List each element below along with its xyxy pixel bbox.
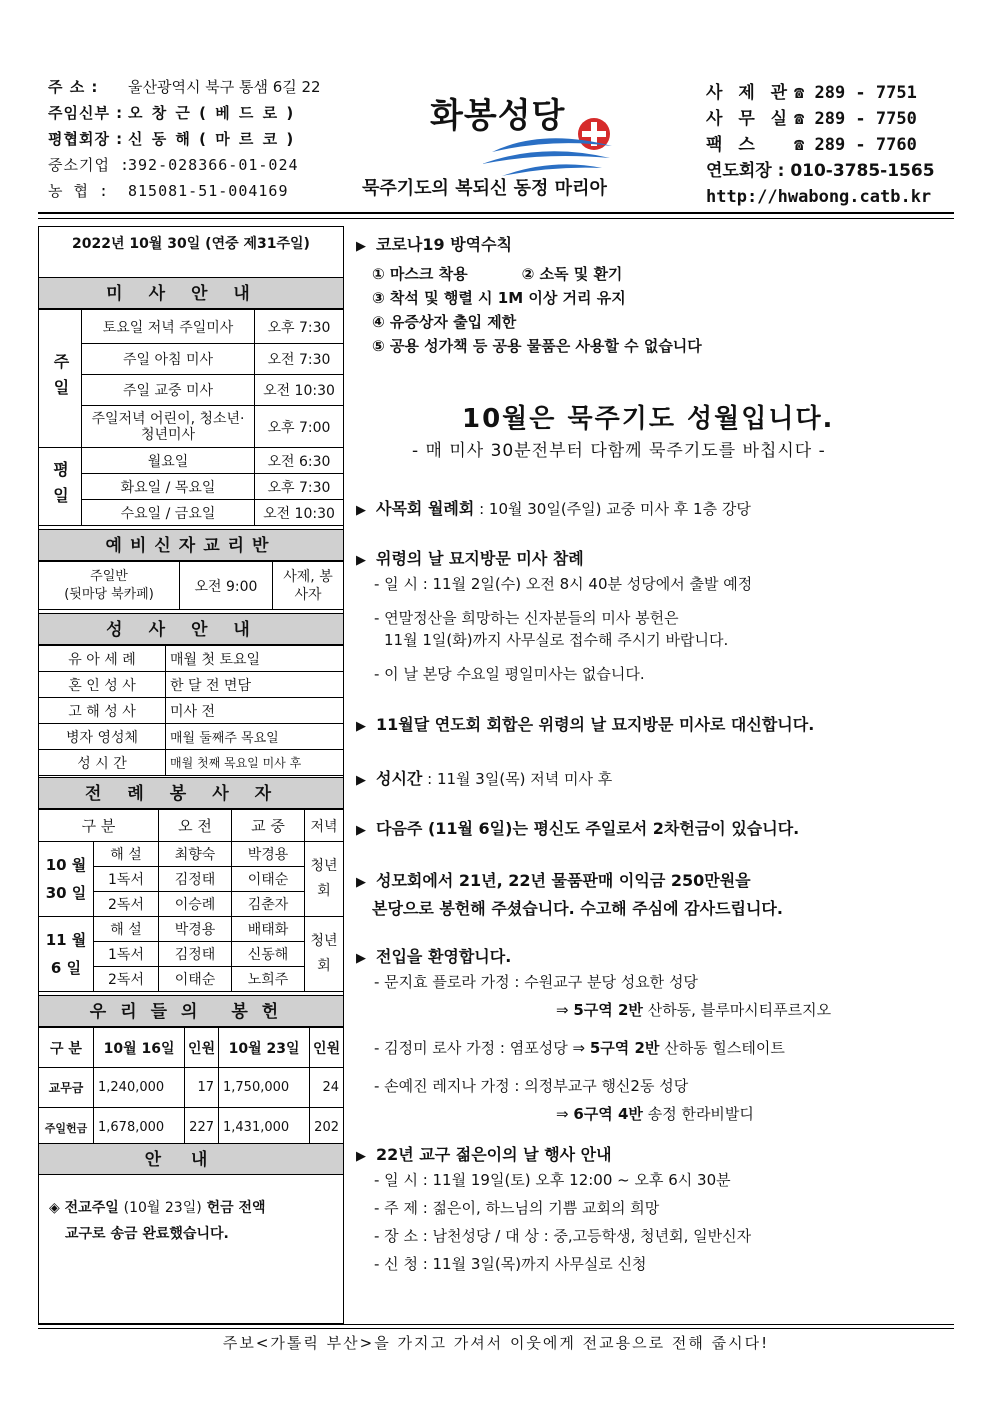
bank-account-1: 중소기업 : 392-028366-01-024 [48, 156, 299, 174]
church-logo-icon [482, 118, 622, 178]
youth-day-title: ▶ 22년 교구 젊은이의 날 행사 안내 [356, 1142, 612, 1165]
divider [38, 1328, 954, 1329]
rectory-phone-row: 사 제 관 ☎ 289 - 7751 [706, 83, 917, 103]
sunday-label: 주일 [39, 310, 82, 448]
address: 울산광역시 북구 통샘 6길 22 [128, 78, 321, 96]
header-info [48, 74, 348, 204]
servers-table: 구 분 오 전 교 중 저녁 10 월 30 일 해 설 최향숙 박경용 청년회 1독서 김정태 이태순 2독서 이승례 김춘자 11 월 6 일 해 설 박경용 배태화 청년회 1독서 김정태 신동해 2독서 이태순 노희주 [39, 809, 343, 992]
notice-heading: 안내 [39, 1143, 343, 1175]
council-meeting: ▶ 사목회 월례회 : 10월 30일(주일) 교중 미사 후 1층 강당 [356, 496, 751, 519]
offering-table: 구 분 10월 16일 인원 10월 23일 인원 교무금 1,240,000 17 1,750,000 24 주일헌금 1,678,000 227 1,431,000 202 [39, 1027, 343, 1148]
sacrament-table: 유 아 세 례 매월 첫 토요일 혼 인 성 사 한 달 전 면담 고 해 성 사 미사 전 병자 영성체 매월 둘째주 목요일 성 시 간 매월 첫째 목요일 미사 후 [39, 645, 343, 776]
president-name: 신 동 해 ( 마 르 코 ) [128, 130, 296, 148]
sacrament-heading: 성사안내 [39, 613, 343, 645]
servers-heading: 전례봉사자 [39, 777, 343, 809]
rosary-month-subtitle: - 매 미사 30분전부터 다함께 묵주기도를 바칩시다 - [412, 441, 826, 461]
website-link[interactable]: http://hwabong.catb.kr [706, 187, 932, 207]
fax-row: 팩 스 ☎ 289 - 7760 [706, 135, 917, 155]
offering-heading: 우리들의 봉헌 [39, 995, 343, 1027]
bank-account-2: 농 협 : 815081-51-004169 [48, 182, 289, 200]
covid-title: ▶ 코로나19 방역수칙 [356, 232, 512, 255]
president-row: 평협회장 : 신 동 해 ( 마 르 코 ) [48, 126, 348, 152]
mothers-society-line1: ▶ 성모회에서 21년, 22년 물품판매 이익금 250만원을 [356, 868, 751, 891]
left-sidebar [38, 226, 344, 1324]
divider [38, 212, 954, 214]
divider [38, 1324, 954, 1325]
welcome-list: - 문지효 플로라 가정 : 수원교구 분당 성요한 성당 ⇒ 5구역 2반 산하동, 블루마시티푸르지오 - 김정미 로사 가정 : 염포성당 ⇒ 5구역 2반 산하동 힐스테이트 - 손예진 레지나 가정 : 의정부교구 행신2동 성당 ⇒ 6구역 4반 송정 한라비발디 [374, 973, 832, 1123]
welcome-title: ▶ 전입을 환영합니다. [356, 944, 511, 967]
covid-rules: ① 마스크 착용 ② 소독 및 환기 ③ 착석 및 행렬 시 1M 이상 거리 유지 ④ 유증상자 출입 제한 ⑤ 공용 성가책 등 공용 물품은 사용할 수 없습니다 [372, 265, 702, 355]
bulletin-date: 2022년 10월 30일 (연중 제31주일) [72, 236, 310, 252]
pastor-row: 주임신부 : 오 창 근 ( 베 드 로 ) [48, 100, 348, 126]
title-block [352, 82, 682, 208]
diamond-icon: ◈ [49, 1200, 60, 1216]
legion-notice: ▶ 11월달 연도회 회합은 위령의 날 묘지방문 미사로 대신합니다. [356, 712, 814, 735]
mass-schedule-heading: 미사안내 [39, 277, 343, 309]
legion-phone: 연도회장 : 010-3785-1565 [706, 161, 935, 181]
catechumen-table: 주일반 (뒷마당 북카페) 오전 9:00 사제, 봉사자 [39, 561, 343, 610]
weekday-label: 평일 [39, 448, 82, 526]
mass-schedule-table: 주일 토요일 저녁 주일미사 오후 7:30 주일 아침 미사 오전 7:30 주일 교중 미사 오전 10:30 주일저녁 어린이, 청소년·청년미사 오후 7:00 평일 월요일 오전 6:30 화요일 / 목요일 오후 7:30 수요일 / 금요일 오전 10:30 [39, 309, 343, 526]
pastor-name: 오 창 근 ( 베 드 로 ) [128, 104, 296, 122]
footer-message: 주보<가톨릭 부산>을 가지고 가셔서 이웃에게 전교용으로 전해 줍시다! [222, 1334, 770, 1352]
address-row: 주 소 : 울산광역시 북구 통샘 6길 22 [48, 74, 348, 100]
mothers-society-line2: 본당으로 봉헌해 주셨습니다. 수고해 주심에 감사드립니다. [372, 899, 783, 918]
second-collection: ▶ 다음주 (11월 6일)는 평신도 주일로서 2차헌금이 있습니다. [356, 816, 799, 839]
cemetery-title: ▶ 위령의 날 묘지방문 미사 참례 [356, 546, 584, 569]
cemetery-details: - 일 시 : 11월 2일(수) 오전 8시 40분 성당에서 출발 예정 - 연말정산을 희망하는 신자분들의 미사 봉헌은 11월 1일(화)까지 사무실로 접수해 주시기 바랍니다. - 이 날 본당 수요일 평일미사는 없습니다. [374, 575, 753, 683]
church-name: 화봉성당 [430, 96, 566, 136]
notice-text: ◈ 전교주일 (10월 23일) 헌금 전액 교구로 송금 완료했습니다. [49, 1200, 266, 1242]
youth-day-details: - 일 시 : 11월 19일(토) 오후 12:00 ~ 오후 6시 30분 - 주 제 : 젊은이, 하느님의 기쁨 교회의 희망 - 장 소 : 남천성당 / 대 상 : 중,고등학생, 청년회, 일반신자 - 신 청 : 11월 3일(목)까지 사무실로 신청 [374, 1171, 752, 1273]
contact-info [706, 80, 956, 210]
rosary-month-title: 10월은 묵주기도 성월입니다. [462, 404, 835, 434]
catechumen-heading: 예비신자교리반 [39, 529, 343, 561]
holy-hour: ▶ 성시간 : 11월 3일(목) 저녁 미사 후 [356, 766, 612, 789]
patron-saint: 묵주기도의 복되신 동정 마리아 [362, 178, 607, 199]
office-phone-row: 사 무 실 ☎ 289 - 7750 [706, 109, 917, 129]
divider [38, 218, 954, 219]
